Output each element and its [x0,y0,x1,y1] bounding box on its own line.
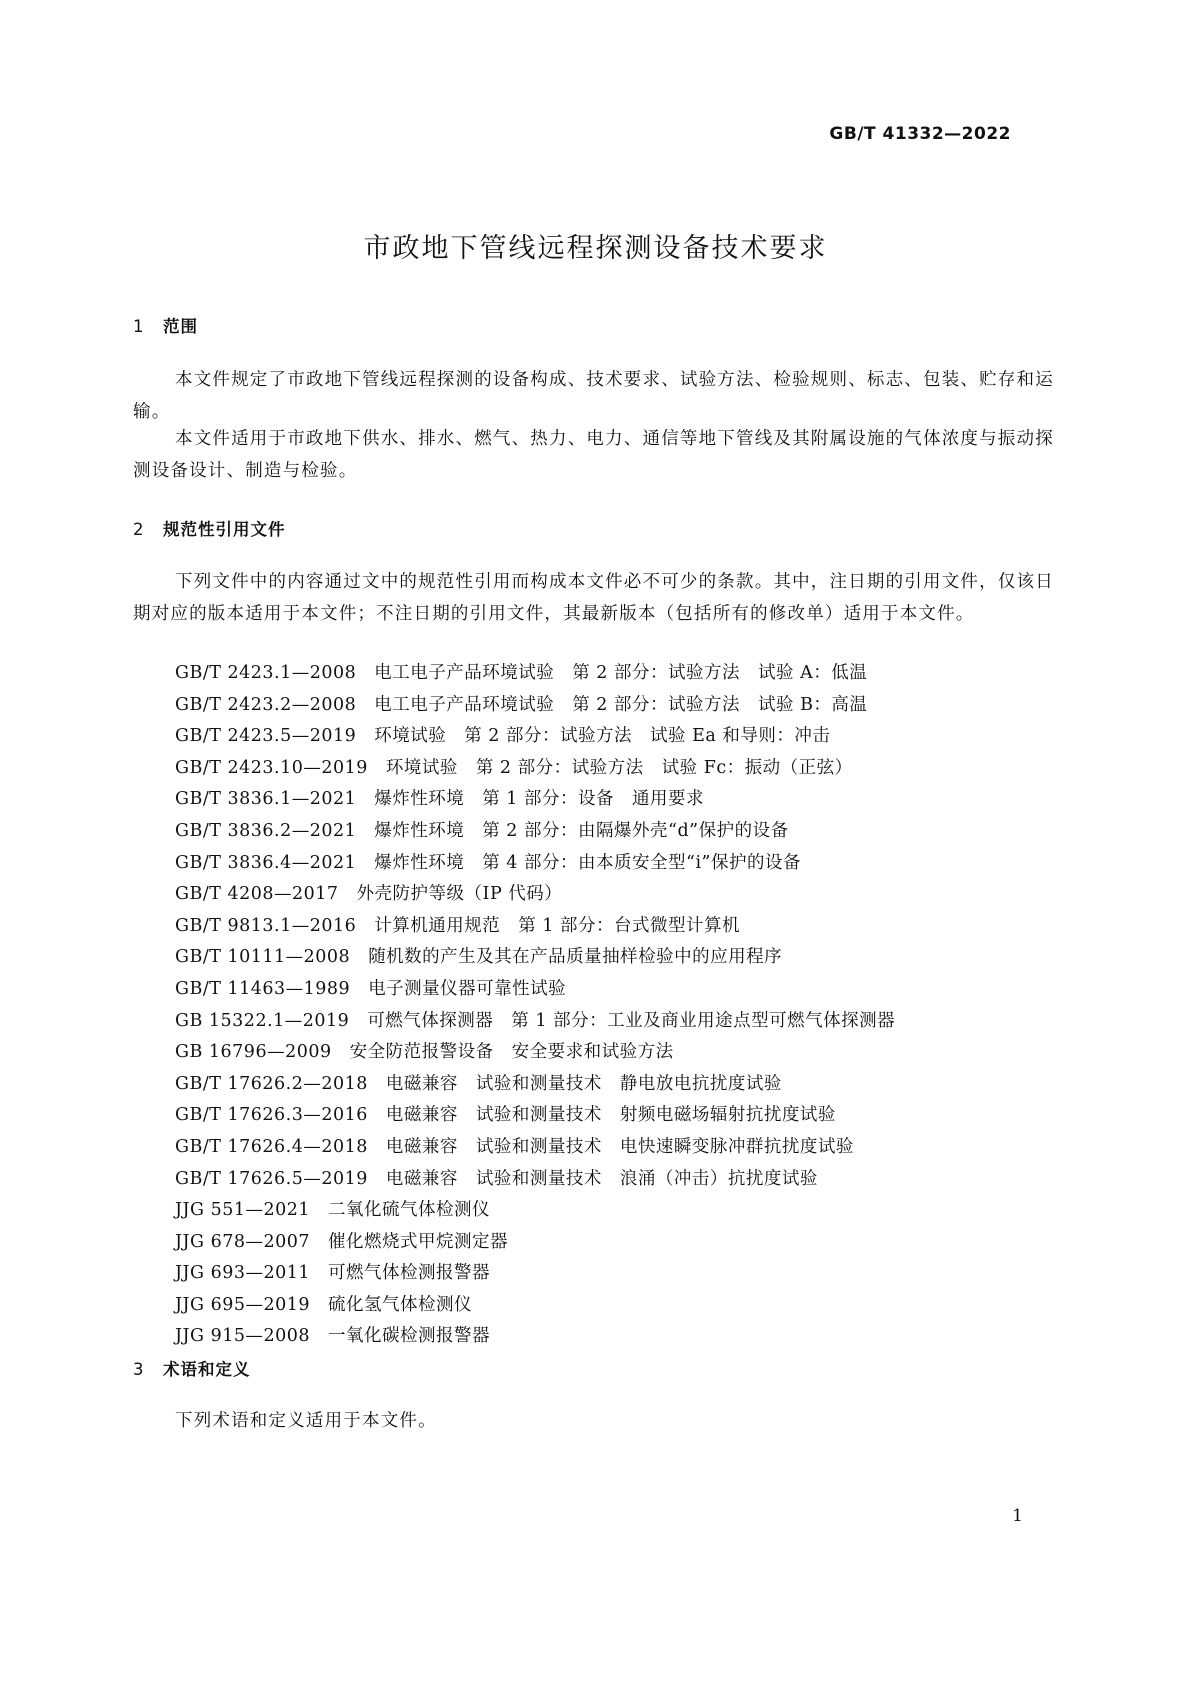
reference-code: JJG 915—2008 [175,1326,311,1347]
reference-code: GB/T 17626.5—2019 [175,1168,368,1189]
document-title: 市政地下管线远程探测设备技术要求 [363,233,828,264]
reference-code: JJG 678—2007 [175,1231,311,1252]
reference-item [175,1069,895,1101]
reference-code: JJG 551—2021 [175,1200,311,1221]
section-heading-normative-references [133,516,286,540]
reference-code: GB/T 9813.1—2016 [175,915,357,936]
reference-code: GB/T 3836.4—2021 [175,852,357,873]
reference-code: GB 16796—2009 [175,1042,332,1063]
reference-item [175,721,895,753]
section-number: 2 [133,520,145,539]
page-number: 1 [1012,1506,1023,1526]
section-number: 1 [133,317,145,336]
terms-intro: 下列术语和定义适用于本文件。 [175,1411,437,1431]
reference-code: GB/T 17626.2—2018 [175,1073,368,1094]
reference-title: 随机数的产生及其在产品质量抽样检验中的应用程序 [368,947,783,968]
reference-code: GB/T 2423.5—2019 [175,726,357,747]
reference-code: GB/T 10111—2008 [175,947,351,968]
section-title: 规范性引用文件 [163,520,286,539]
reference-item [175,690,895,722]
section-title: 范围 [163,317,198,336]
reference-item [175,1258,895,1290]
reference-title: 电磁兼容 试验和测量技术 浪涌（冲击）抗扰度试验 [385,1168,818,1189]
reference-title: 爆炸性环境 第 4 部分：由本质安全型“i”保护的设备 [374,852,801,873]
reference-item [175,1195,895,1227]
reference-item [175,753,895,785]
reference-title: 电子测量仪器可靠性试验 [368,978,567,999]
reference-code: GB/T 3836.2—2021 [175,820,357,841]
reference-title: 电磁兼容 试验和测量技术 射频电磁场辐射抗扰度试验 [385,1105,836,1126]
reference-title: 计算机通用规范 第 1 部分：台式微型计算机 [374,915,741,936]
standard-number: GB/T 41332—2022 [829,124,1011,144]
reference-code: GB/T 4208—2017 [175,884,339,905]
reference-title: 可燃气体检测报警器 [328,1263,491,1284]
reference-item [175,911,895,943]
reference-title: 安全防范报警设备 安全要求和试验方法 [349,1042,674,1063]
reference-item [175,942,895,974]
reference-code: GB/T 11463—1989 [175,978,351,999]
reference-item [175,1321,895,1353]
reference-item [175,1132,895,1164]
reference-code: JJG 695—2019 [175,1294,311,1315]
reference-title: 可燃气体探测器 第 1 部分：工业及商业用途点型可燃气体探测器 [367,1010,896,1031]
reference-code: GB/T 2423.10—2019 [175,757,368,778]
reference-item [175,784,895,816]
reference-item [175,1290,895,1322]
reference-title: 电磁兼容 试验和测量技术 静电放电抗扰度试验 [385,1073,782,1094]
normative-references-intro: 下列文件中的内容通过文中的规范性引用而构成本文件必不可少的条款。其中，注日期的引用文件，仅该日期对应的版本适用于本文件；不注日期的引用文件，其最新版本（包括所有的修改单）适用于本文件。 [133,572,1054,624]
reference-title: 一氧化碳检测报警器 [328,1326,491,1347]
reference-item [175,658,895,690]
reference-code: GB/T 17626.3—2016 [175,1105,368,1126]
reference-title: 环境试验 第 2 部分：试验方法 试验 Ea 和导则：冲击 [374,726,831,747]
reference-item [175,1227,895,1259]
reference-item [175,879,895,911]
reference-title: 爆炸性环境 第 2 部分：由隔爆外壳“d”保护的设备 [374,820,789,841]
reference-item [175,848,895,880]
section-heading-terms [133,1356,251,1380]
reference-item [175,1100,895,1132]
section-heading-scope [133,313,198,337]
reference-title: 二氧化硫气体检测仪 [328,1200,491,1221]
reference-title: 电工电子产品环境试验 第 2 部分：试验方法 试验 A：低温 [374,663,868,683]
reference-code: GB 15322.1—2019 [175,1010,350,1031]
reference-title: 外壳防护等级（IP 代码） [356,884,563,905]
reference-code: JJG 693—2011 [175,1263,311,1284]
reference-list [175,658,895,1353]
reference-title: 硫化氢气体检测仪 [328,1294,473,1315]
section-title: 术语和定义 [163,1360,251,1379]
reference-title: 爆炸性环境 第 1 部分：设备 通用要求 [374,789,705,810]
reference-item [175,974,895,1006]
reference-item [175,816,895,848]
reference-item [175,1006,895,1038]
scope-paragraph-1: 本文件规定了市政地下管线远程探测的设备构成、技术要求、试验方法、检验规则、标志、包装、贮存和运输。 [133,370,1054,422]
reference-code: GB/T 2423.1—2008 [175,663,357,683]
reference-title: 环境试验 第 2 部分：试验方法 试验 Fc：振动（正弦） [385,757,853,778]
scope-paragraph-2: 本文件适用于市政地下供水、排水、燃气、热力、电力、通信等地下管线及其附属设施的气体浓度与振动探测设备设计、制造与检验。 [133,429,1054,481]
reference-title: 催化燃烧式甲烷测定器 [328,1231,509,1252]
reference-item [175,1164,895,1196]
reference-code: GB/T 2423.2—2008 [175,694,357,715]
reference-item [175,1037,895,1069]
reference-title: 电磁兼容 试验和测量技术 电快速瞬变脉冲群抗扰度试验 [385,1136,854,1157]
section-number: 3 [133,1360,145,1379]
reference-code: GB/T 17626.4—2018 [175,1136,368,1157]
reference-title: 电工电子产品环境试验 第 2 部分：试验方法 试验 B：高温 [374,694,868,715]
reference-code: GB/T 3836.1—2021 [175,789,357,810]
